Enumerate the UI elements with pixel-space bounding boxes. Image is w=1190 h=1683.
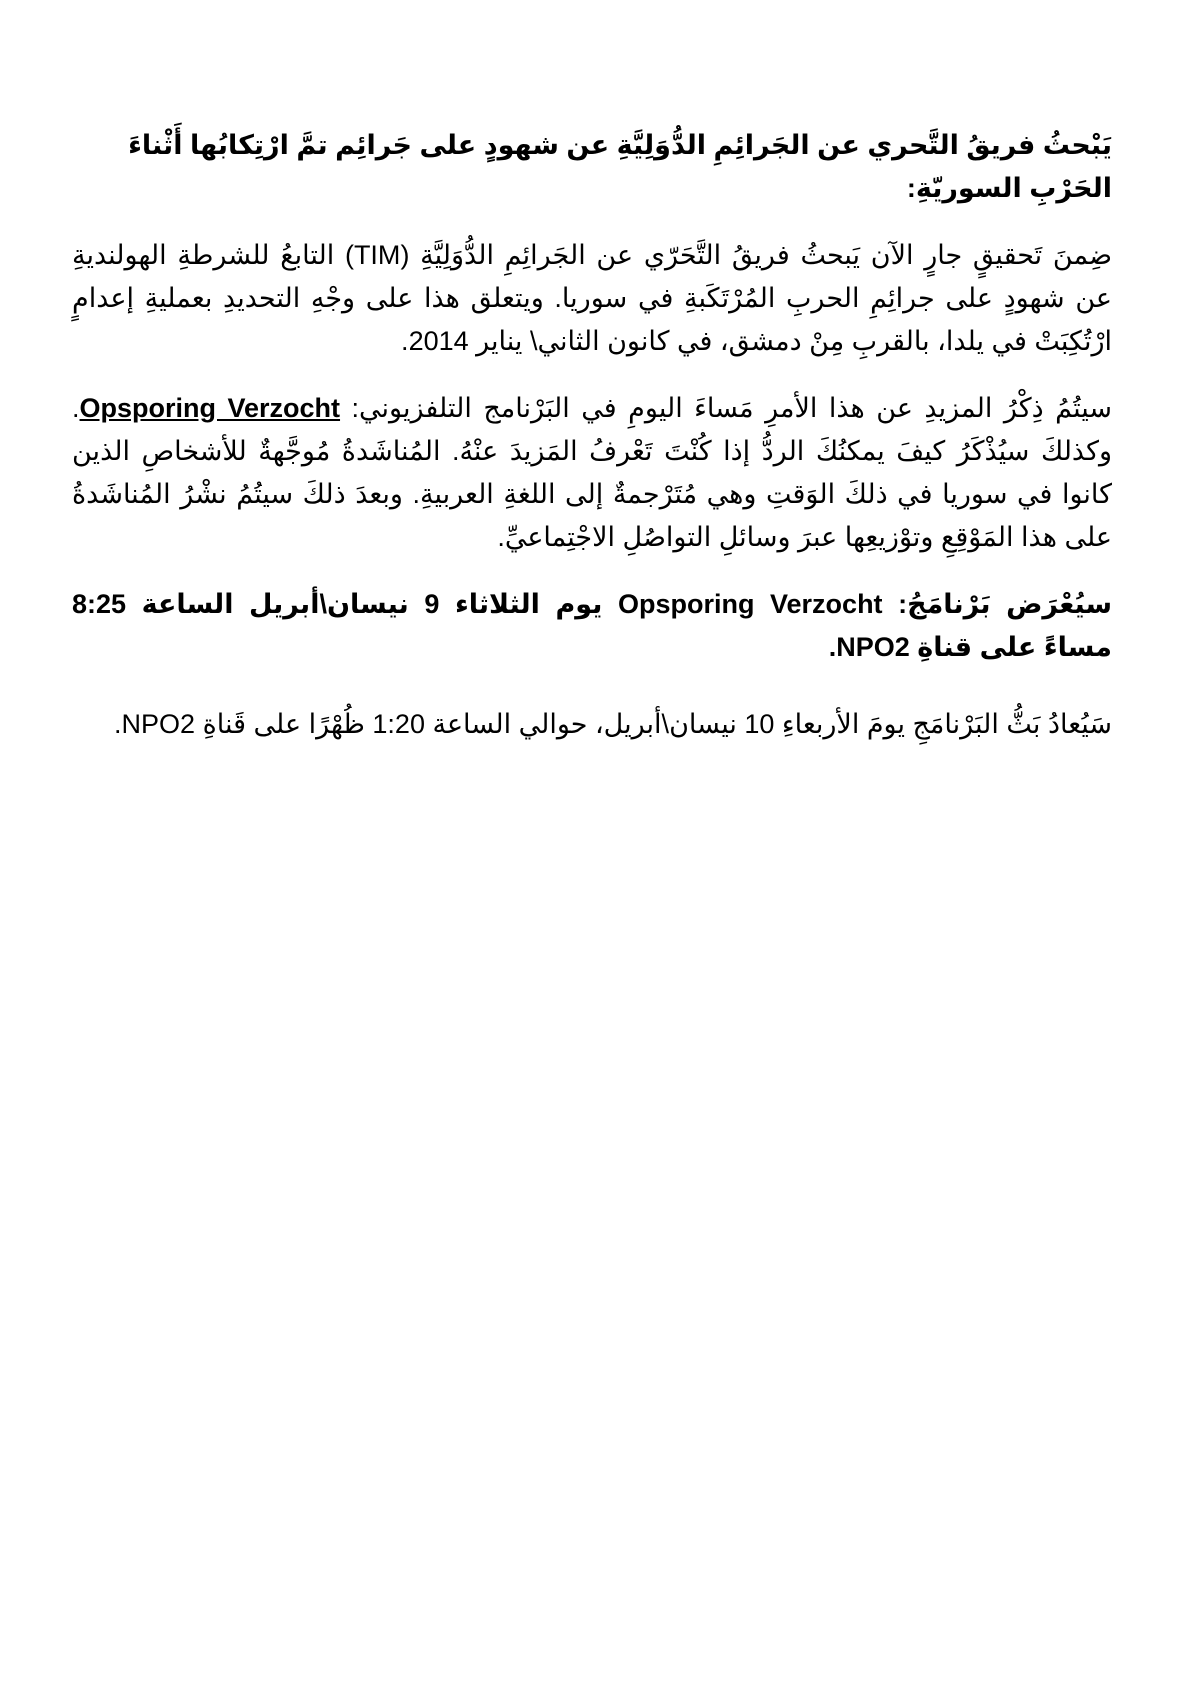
paragraph-tv-appeal — [72, 387, 1112, 559]
paragraph-rebroadcast — [72, 703, 1112, 746]
text-segment: سَيُعادُ بَثُّ البَرْنامَجِ يومَ الأربعاءِ 10 نيسان\أبريل، حوالي الساعة 1:20 ظُهْرًا على قَناةِ NPO2. — [114, 709, 1112, 739]
text-segment: سيُعْرَض بَرْنامَجُ: — [882, 589, 1113, 619]
paragraph-broadcast-time — [72, 583, 1112, 669]
paragraph-investigation-intro — [72, 234, 1112, 363]
text-segment: . وكذلكَ سيُذْكَرُ كيفَ يمكنُكَ الردُّ إذا كُنْتَ تَعْرفُ المَزيدَ عنْهُ. المُناشَدةُ مُوجَّهةٌ للأشخاصِ الذين كانوا في سوريا في ذلكَ الوَقتِ وهي مُتَرْجمةٌ إلى اللغةِ العربيةِ. وبعدَ ذلكَ سيتُمُ نشْرُ المُناشَدةُ على هذا المَوْقِعِ وتوْزيعِها عبرَ وسائلِ التواصُلِ الاجْتِماعيِّ. — [72, 393, 1112, 552]
text-segment: Opsporing Verzocht — [79, 393, 341, 423]
text-segment: سيتُمُ ذِكْرُ المزيدِ عن هذا الأمرِ مَساءَ اليومِ في البَرْنامج التلفزيوني: — [340, 393, 1112, 423]
text-segment: يوم الثلاثاء 9 نيسان\أبريل الساعة 8:25 مساءً على قناةِ NPO2. — [72, 589, 1112, 662]
document-title: يَبْحثُ فريقُ التَّحري عن الجَرائِمِ الدُّوَلِيَّةِ عن شهودٍ على جَرائِم تمَّ ارْتِكابُها أَثْناءَ الحَرْبِ السوريّةِ: — [128, 130, 1112, 203]
text-segment: ضِمنَ تَحقيقٍ جارٍ الآن يَبحثُ فريقُ التَّحَرّي عن الجَرائِمِ الدُّوَلِيَّةِ (TIM) التابعُ للشرطةِ الهولنديةِ عن شهودٍ على جرائِمِ الحربِ المُرْتَكَبةِ في سوريا. ويتعلق هذا على وجْهِ التحديدِ بعمليةِ إعدامٍ ارْتُكِبَتْ في يلدا، بالقربِ مِنْ دمشق، في كانون الثاني\ يناير 2014. — [72, 240, 1112, 356]
text-segment: Opsporing Verzocht — [617, 589, 883, 619]
